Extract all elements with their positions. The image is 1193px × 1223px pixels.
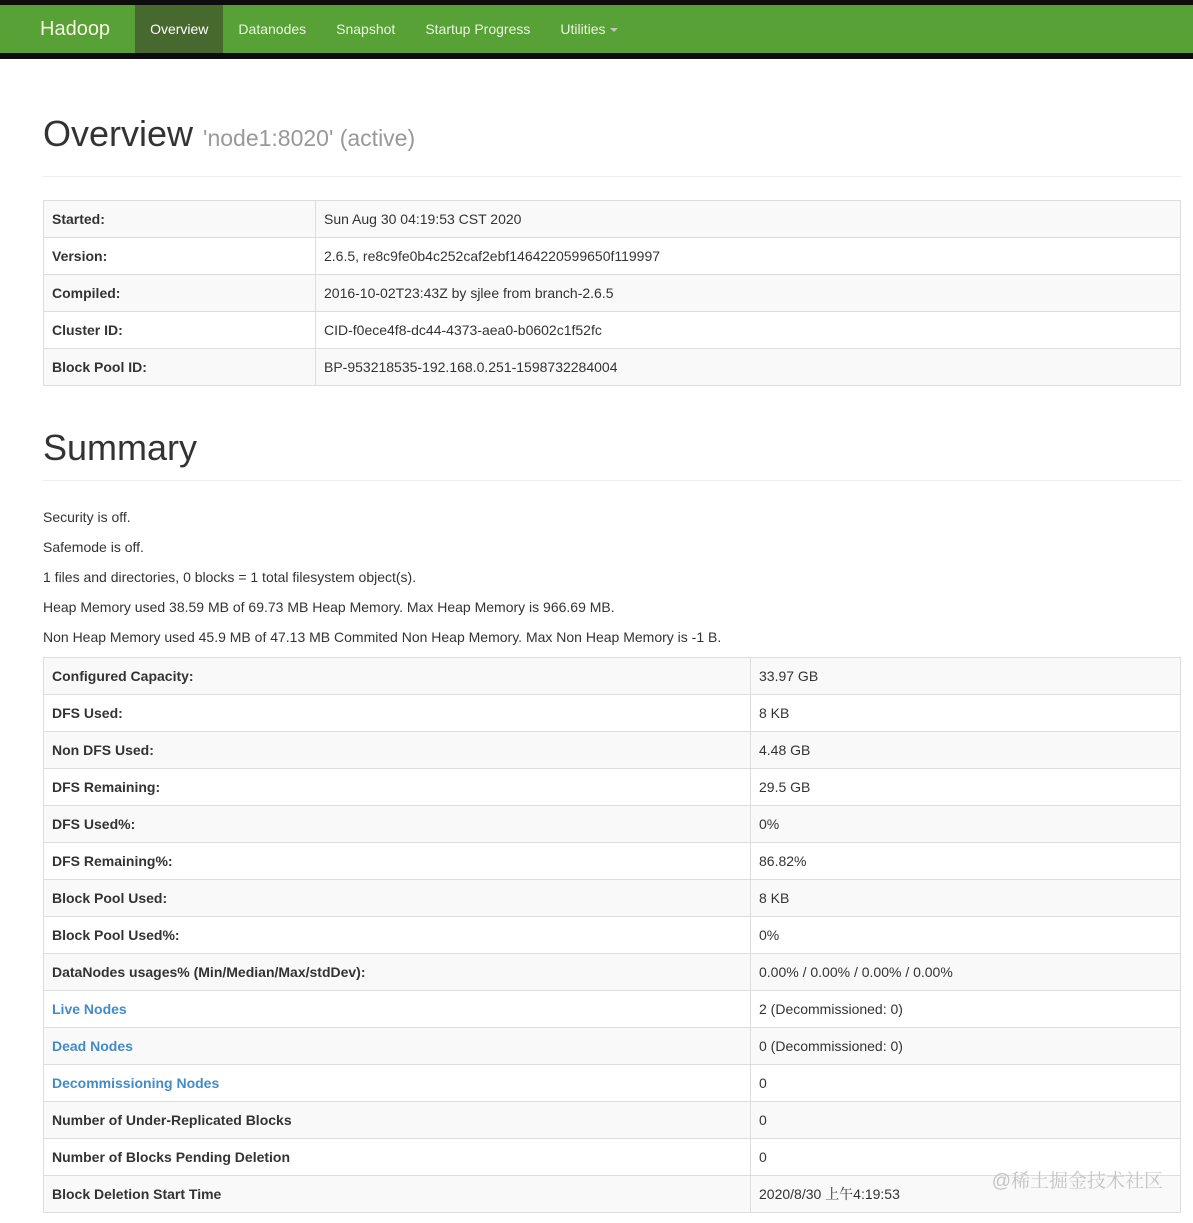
- row-label-dfs-used: DFS Used:: [44, 695, 751, 732]
- row-value-block-pool-used-pct: 0%: [751, 917, 1181, 954]
- table-row-non-dfs-used: [44, 732, 1181, 769]
- nav-menu: [135, 5, 632, 53]
- table-row-under-replicated-blocks: [44, 1102, 1181, 1139]
- row-label-live-nodes: [44, 991, 751, 1028]
- row-label-dfs-used-pct: DFS Used%:: [44, 806, 751, 843]
- nav-item-overview: [135, 5, 223, 53]
- row-label-block-pool-id: Block Pool ID:: [44, 349, 316, 386]
- table-row-block-pool-id: [44, 349, 1181, 386]
- row-label-blocks-pending-deletion: Number of Blocks Pending Deletion: [44, 1139, 751, 1176]
- summary-heading: Summary: [43, 428, 1181, 481]
- row-label-decommissioning-nodes: [44, 1065, 751, 1102]
- row-label-version: Version:: [44, 238, 316, 275]
- summary-table: [43, 657, 1181, 1213]
- row-label-under-replicated-blocks: Number of Under-Replicated Blocks: [44, 1102, 751, 1139]
- row-label-datanodes-usages: DataNodes usages% (Min/Median/Max/stdDev):: [44, 954, 751, 991]
- summary-table-body: [44, 658, 1181, 1213]
- nav-item-snapshot: [321, 5, 410, 53]
- table-row-block-pool-used: [44, 880, 1181, 917]
- table-row-block-deletion-start-time: [44, 1176, 1181, 1213]
- row-value-dfs-remaining: 29.5 GB: [751, 769, 1181, 806]
- summary-line: Safemode is off.: [43, 539, 144, 555]
- row-value-blocks-pending-deletion: 0: [751, 1139, 1181, 1176]
- table-row-version: [44, 238, 1181, 275]
- row-value-decommissioning-nodes: 0: [751, 1065, 1181, 1102]
- row-value-dfs-used-pct: 0%: [751, 806, 1181, 843]
- nav-link-utilities[interactable]: Utilities: [545, 5, 632, 53]
- row-label-dfs-remaining-pct: DFS Remaining%:: [44, 843, 751, 880]
- main-content: [43, 114, 1181, 1213]
- row-label-configured-capacity: Configured Capacity:: [44, 658, 751, 695]
- watermark: @稀土掘金技术社区: [991, 1171, 1163, 1192]
- info-table: [43, 200, 1181, 386]
- row-value-dead-nodes: 0 (Decommissioned: 0): [751, 1028, 1181, 1065]
- row-value-live-nodes: 2 (Decommissioned: 0): [751, 991, 1181, 1028]
- row-label-non-dfs-used: Non DFS Used:: [44, 732, 751, 769]
- row-value-block-pool-used: 8 KB: [751, 880, 1181, 917]
- summary-line: Security is off.: [43, 509, 131, 525]
- decommissioning-nodes-link[interactable]: Decommissioning Nodes: [52, 1075, 220, 1091]
- live-nodes-link[interactable]: Live Nodes: [52, 1001, 127, 1017]
- row-value-under-replicated-blocks: 0: [751, 1102, 1181, 1139]
- dead-nodes-link[interactable]: Dead Nodes: [52, 1038, 133, 1054]
- row-value-compiled: 2016-10-02T23:43Z by sjlee from branch-2.6.5: [316, 275, 1181, 312]
- brand-hadoop[interactable]: Hadoop: [40, 18, 111, 40]
- row-value-block-pool-id: BP-953218535-192.168.0.251-1598732284004: [316, 349, 1181, 386]
- table-row-block-pool-used-pct: [44, 917, 1181, 954]
- row-label-block-pool-used-pct: Block Pool Used%:: [44, 917, 751, 954]
- row-value-block-deletion-start-time: 2020/8/30 上午4:19:53: [751, 1176, 1181, 1213]
- row-value-version: 2.6.5, re8c9fe0b4c252caf2ebf1464220599650f119997: [316, 238, 1181, 275]
- table-row-decommissioning-nodes: [44, 1065, 1181, 1102]
- page-title-text: Overview: [43, 113, 194, 154]
- nav-item-utilities: [545, 5, 632, 53]
- row-label-compiled: Compiled:: [44, 275, 316, 312]
- row-value-dfs-used: 8 KB: [751, 695, 1181, 732]
- table-row-compiled: [44, 275, 1181, 312]
- row-label-started: Started:: [44, 201, 316, 238]
- table-row-dfs-used: [44, 695, 1181, 732]
- table-row-live-nodes: [44, 991, 1181, 1028]
- nav-link-startup-progress[interactable]: Startup Progress: [425, 21, 531, 37]
- row-label-dfs-remaining: DFS Remaining:: [44, 769, 751, 806]
- info-table-body: [44, 201, 1181, 386]
- row-value-datanodes-usages: 0.00% / 0.00% / 0.00% / 0.00%: [751, 954, 1181, 991]
- table-row-dfs-used-pct: [44, 806, 1181, 843]
- row-value-non-dfs-used: 4.48 GB: [751, 732, 1181, 769]
- table-row-cluster-id: [44, 312, 1181, 349]
- table-row-dead-nodes: [44, 1028, 1181, 1065]
- navbar-bottom-border: [0, 53, 1193, 59]
- row-label-block-pool-used: Block Pool Used:: [44, 880, 751, 917]
- nav-item-datanodes: [223, 5, 321, 53]
- chevron-down-icon: [610, 28, 618, 32]
- summary-line: Heap Memory used 38.59 MB of 69.73 MB Heap Memory. Max Heap Memory is 966.69 MB.: [43, 599, 615, 615]
- page-title-subtitle: 'node1:8020' (active): [203, 125, 416, 151]
- table-row-blocks-pending-deletion: [44, 1139, 1181, 1176]
- table-row-configured-capacity: [44, 658, 1181, 695]
- row-label-cluster-id: Cluster ID:: [44, 312, 316, 349]
- row-value-configured-capacity: 33.97 GB: [751, 658, 1181, 695]
- navbar: [0, 5, 1193, 53]
- summary-line: 1 files and directories, 0 blocks = 1 total filesystem object(s).: [43, 569, 417, 585]
- nav-link-snapshot[interactable]: Snapshot: [336, 21, 396, 37]
- row-label-block-deletion-start-time: Block Deletion Start Time: [44, 1176, 751, 1213]
- table-row-dfs-remaining-pct: [44, 843, 1181, 880]
- table-row-started: [44, 201, 1181, 238]
- nav-link-overview[interactable]: Overview: [135, 5, 223, 53]
- nav-link-datanodes[interactable]: Datanodes: [238, 21, 307, 37]
- summary-paragraphs: [43, 507, 1181, 647]
- table-row-datanodes-usages: [44, 954, 1181, 991]
- row-value-started: Sun Aug 30 04:19:53 CST 2020: [316, 201, 1181, 238]
- row-label-dead-nodes: [44, 1028, 751, 1065]
- page-title: [43, 114, 1181, 177]
- nav-item-startup-progress: [410, 5, 545, 53]
- table-row-dfs-remaining: [44, 769, 1181, 806]
- summary-line: Non Heap Memory used 45.9 MB of 47.13 MB Commited Non Heap Memory. Max Non Heap Memory is -1 B.: [43, 629, 722, 645]
- row-value-cluster-id: CID-f0ece4f8-dc44-4373-aea0-b0602c1f52fc: [316, 312, 1181, 349]
- row-value-dfs-remaining-pct: 86.82%: [751, 843, 1181, 880]
